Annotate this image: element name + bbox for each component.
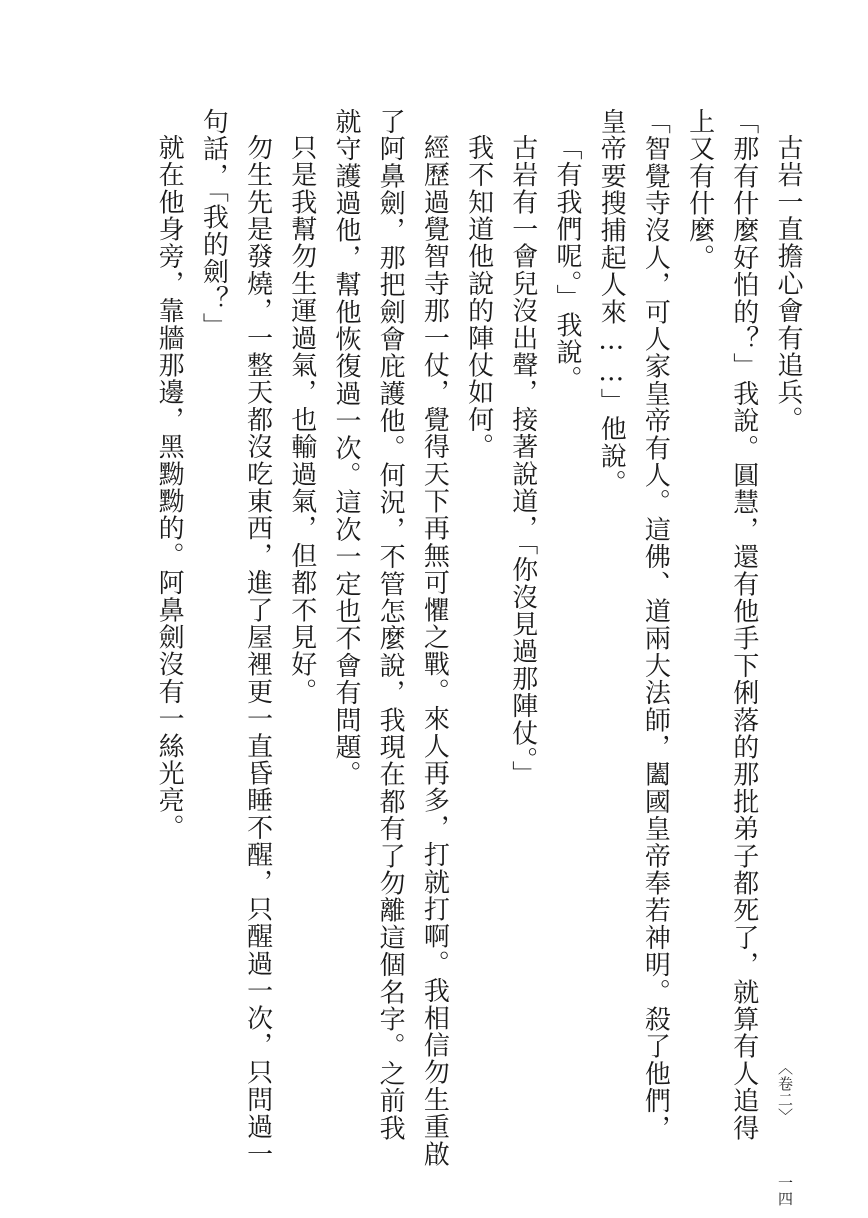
paragraph-6: 我不知道他說的陣仗如何。 <box>463 134 494 461</box>
paragraph-8: 只是我幫勿生運過氣，也輸過氣，但都不見好。 <box>286 134 317 706</box>
page-number: 一四 <box>776 1175 794 1207</box>
paragraph-4: 「有我們呢。」我說。 <box>551 134 582 393</box>
paragraph-3: 「智覺寺沒人，可人家皇帝有人。這佛、道兩大法師，闔國皇帝奉若神明。殺了他們，皇帝要搜捕起人來……」他說。 <box>596 108 671 1142</box>
section-label: 〈卷二〉 <box>776 1060 794 1124</box>
paragraph-2: 「那有什麼好怕的？」我說。圓慧，還有他手下俐落的那批弟子都死了，就算有人追得上又有什麼。 <box>684 108 759 1142</box>
running-header <box>776 1060 794 1207</box>
vertical-text-body <box>120 108 810 1168</box>
paragraph-7: 經歷過覺智寺那一仗，覺得天下再無可懼之戰。來人再多，打就打啊。我相信勿生重啟了阿鼻劍，那把劍會庇護他。何況，不管怎麼說，我現在都有了勿離這個名字。之前我就守護過他，幫他恢復過一次。這次一定也不會有問題。 <box>330 108 450 1168</box>
paragraph-1: 古岩一直擔心會有追兵。 <box>773 134 803 434</box>
paragraph-10: 就在他身旁，靠牆那邊，黑黝黝的。阿鼻劍沒有一絲光亮。 <box>154 134 185 842</box>
paragraph-9: 勿生先是發燒，一整天都沒吃東西，進了屋裡更一直昏睡不醒，只醒過一次，只問過一句話，「我的劍？」 <box>198 108 273 1168</box>
paragraph-5: 古岩有一會兒沒出聲，接著說道，「你沒見過那陣仗。」 <box>507 134 538 788</box>
